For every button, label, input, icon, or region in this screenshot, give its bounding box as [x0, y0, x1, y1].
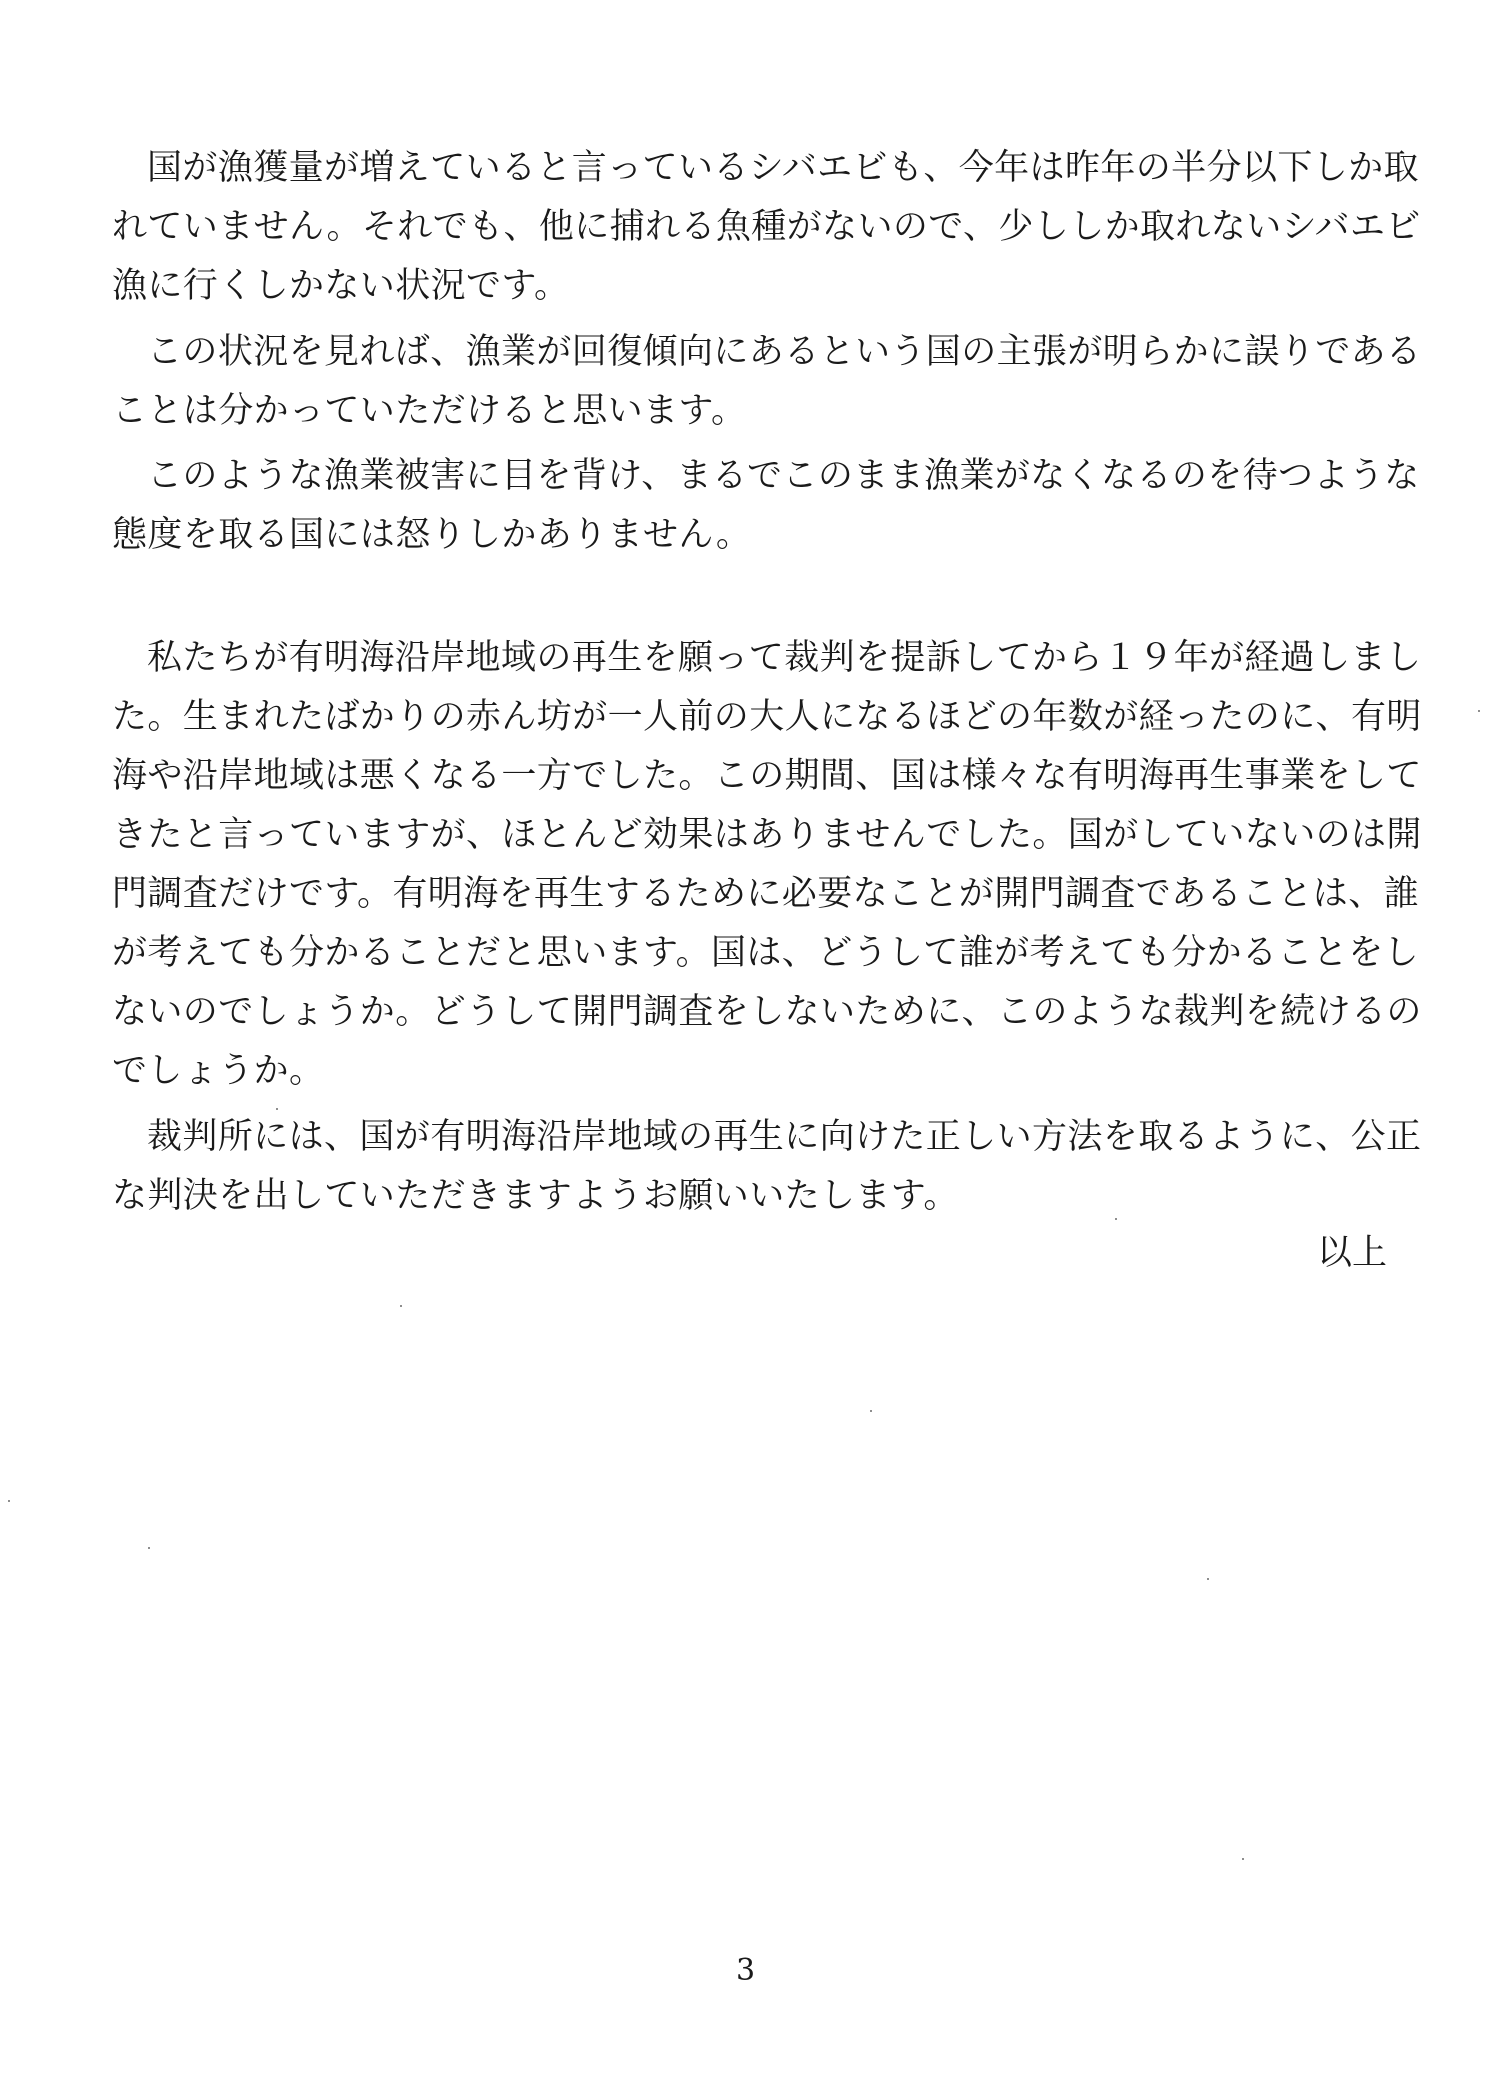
scan-speck: [148, 1547, 150, 1549]
paragraph-line: 態度を取る国には怒りしかありません。: [112, 515, 752, 555]
paragraph-line: きたと言っていますが、ほとんど効果はありませんでした。国がしていないのは開: [112, 815, 1422, 855]
scan-speck: [8, 1500, 10, 1502]
paragraph-line: 私たちが有明海沿岸地域の再生を願って裁判を提訴してから１９年が経過しまし: [147, 638, 1422, 678]
paragraph-line: ことは分かっていただけると思います。: [112, 391, 747, 431]
paragraph-line: 国が漁獲量が増えていると言っているシバエビも、今年は昨年の半分以下しか取: [147, 148, 1419, 188]
paragraph-line: この状況を見れば、漁業が回復傾向にあるという国の主張が明らかに誤りである: [147, 332, 1422, 372]
scan-speck: [1115, 1218, 1117, 1220]
scan-speck: [400, 1305, 402, 1307]
paragraph-line: 漁に行くしかない状況です。: [112, 266, 570, 306]
paragraph-line: このような漁業被害に目を背け、まるでこのまま漁業がなくなるのを待つような: [147, 456, 1420, 496]
paragraph-line: た。生まれたばかりの赤ん坊が一人前の大人になるほどの年数が経ったのに、有明: [112, 697, 1422, 737]
scan-speck: [276, 1108, 278, 1110]
paragraph-line: 裁判所には、国が有明海沿岸地域の再生に向けた正しい方法を取るように、公正: [147, 1117, 1422, 1157]
scan-speck: [870, 1410, 872, 1412]
paragraph-line: な判決を出していただきますようお願いいたします。: [112, 1176, 959, 1216]
scan-speck: [1242, 1858, 1244, 1860]
page-number: 3: [736, 1953, 756, 1988]
paragraph-line: 門調査だけです。有明海を再生するために必要なことが開門調査であることは、誰: [112, 874, 1420, 914]
paragraph-line: 海や沿岸地域は悪くなる一方でした。この期間、国は様々な有明海再生事業をして: [112, 756, 1422, 796]
closing-text: 以上: [1316, 1233, 1387, 1273]
paragraph-line: が考えても分かることだと思います。国は、どうして誰が考えても分かることをし: [112, 933, 1420, 973]
paragraph-line: でしょうか。: [112, 1051, 325, 1091]
scan-speck: [1478, 710, 1480, 712]
paragraph-line: ないのでしょうか。どうして開門調査をしないために、このような裁判を続けるの: [112, 992, 1422, 1032]
scan-speck: [1207, 1578, 1209, 1580]
paragraph-line: れていません。それでも、他に捕れる魚種がないので、少ししか取れないシバエビ: [112, 207, 1421, 247]
